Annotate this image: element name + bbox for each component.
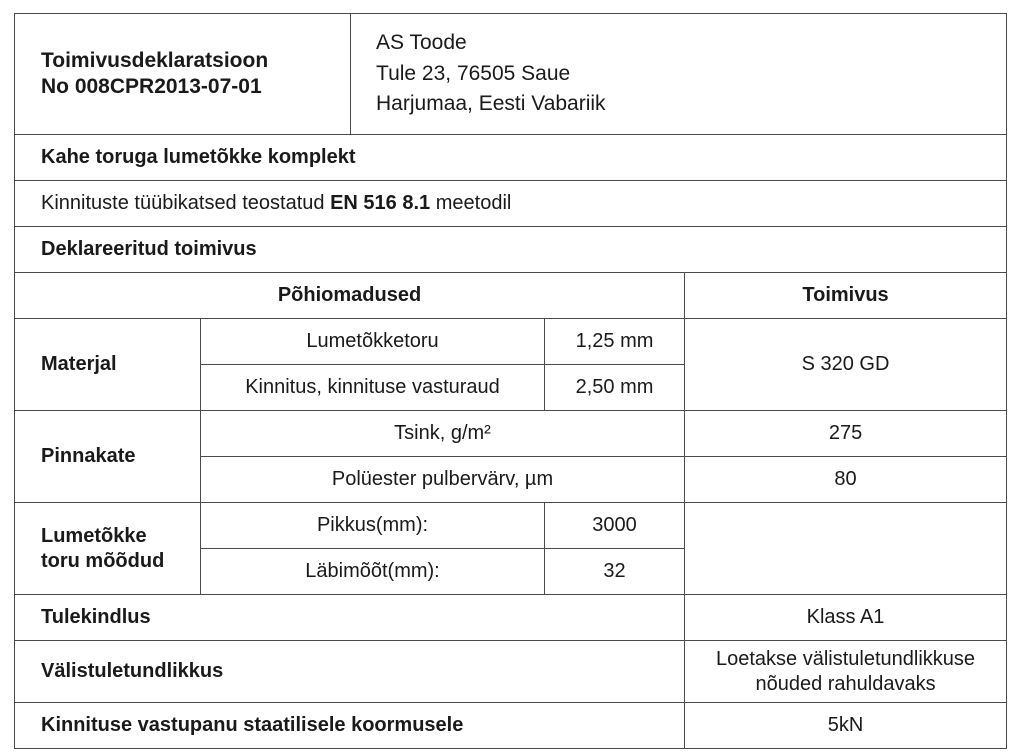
dimensions-row-1 <box>15 503 1007 549</box>
declaration-table <box>14 13 1007 749</box>
dimensions-performance-empty <box>685 503 1007 595</box>
dimensions-label-line1: Lumetõkke <box>41 525 147 548</box>
test-note <box>15 181 1007 227</box>
external-fire-performance-line1: Loetakse välistuletundlikkuse <box>716 648 976 671</box>
product-row <box>15 135 1007 181</box>
fire-row <box>15 595 1007 641</box>
load-row <box>15 703 1007 749</box>
company-street: Tule 23, 76505 Saue <box>376 61 571 85</box>
test-note-prefix: Kinnituste tüübikatsed teostatud <box>41 192 325 215</box>
coating-row-1 <box>15 411 1007 457</box>
test-standard: EN 516 8.1 <box>330 192 431 215</box>
company-region: Harjumaa, Eesti Vabariik <box>376 92 606 116</box>
external-fire-performance-line2: nõuded rahuldavaks <box>755 672 936 695</box>
coating-label: Pinnakate <box>15 411 201 503</box>
column-performance: Toimivus <box>685 273 1007 319</box>
company-address <box>351 14 1007 135</box>
declaration-number: No 008CPR2013-07-01 <box>41 75 262 98</box>
declared-performance-heading: Deklareeritud toimivus <box>15 227 1007 273</box>
dimensions-label-line2: toru mõõdud <box>41 549 165 572</box>
material-item-value: 1,25 mm <box>545 319 685 365</box>
declaration-document <box>14 13 1006 743</box>
coating-performance: 80 <box>685 457 1007 503</box>
declaration-title-line1: Toimivusdeklaratsioon <box>41 49 269 73</box>
dimension-name: Pikkus(mm): <box>201 503 545 549</box>
dimension-value: 32 <box>545 549 685 595</box>
dimension-value: 3000 <box>545 503 685 549</box>
declared-performance-row <box>15 227 1007 273</box>
load-performance: 5kN <box>685 703 1007 749</box>
material-performance: S 320 GD <box>685 319 1007 411</box>
external-fire-performance <box>685 641 1007 703</box>
material-label: Materjal <box>15 319 201 411</box>
coating-item-name: Tsink, g/m² <box>201 411 685 457</box>
coating-performance: 275 <box>685 411 1007 457</box>
load-label: Kinnituse vastupanu staatilisele koormusele <box>15 703 685 749</box>
material-item-name: Kinnitus, kinnituse vasturaud <box>201 365 545 411</box>
coating-item-name: Polüester pulbervärv, µm <box>201 457 685 503</box>
column-characteristics: Põhiomadused <box>15 273 685 319</box>
product-name: Kahe toruga lumetõkke komplekt <box>15 135 1007 181</box>
external-fire-row <box>15 641 1007 703</box>
fire-performance: Klass A1 <box>685 595 1007 641</box>
dimension-name: Läbimõõt(mm): <box>201 549 545 595</box>
header-row <box>15 14 1007 135</box>
material-item-value: 2,50 mm <box>545 365 685 411</box>
material-row-1 <box>15 319 1007 365</box>
external-fire-label: Välistuletundlikkus <box>15 641 685 703</box>
material-item-name: Lumetõkketoru <box>201 319 545 365</box>
test-note-row <box>15 181 1007 227</box>
company-name: AS Toode <box>376 31 467 55</box>
test-note-suffix: meetodil <box>435 192 512 215</box>
declaration-title <box>15 14 351 135</box>
fire-label: Tulekindlus <box>15 595 685 641</box>
column-header-row <box>15 273 1007 319</box>
dimensions-label <box>15 503 201 595</box>
